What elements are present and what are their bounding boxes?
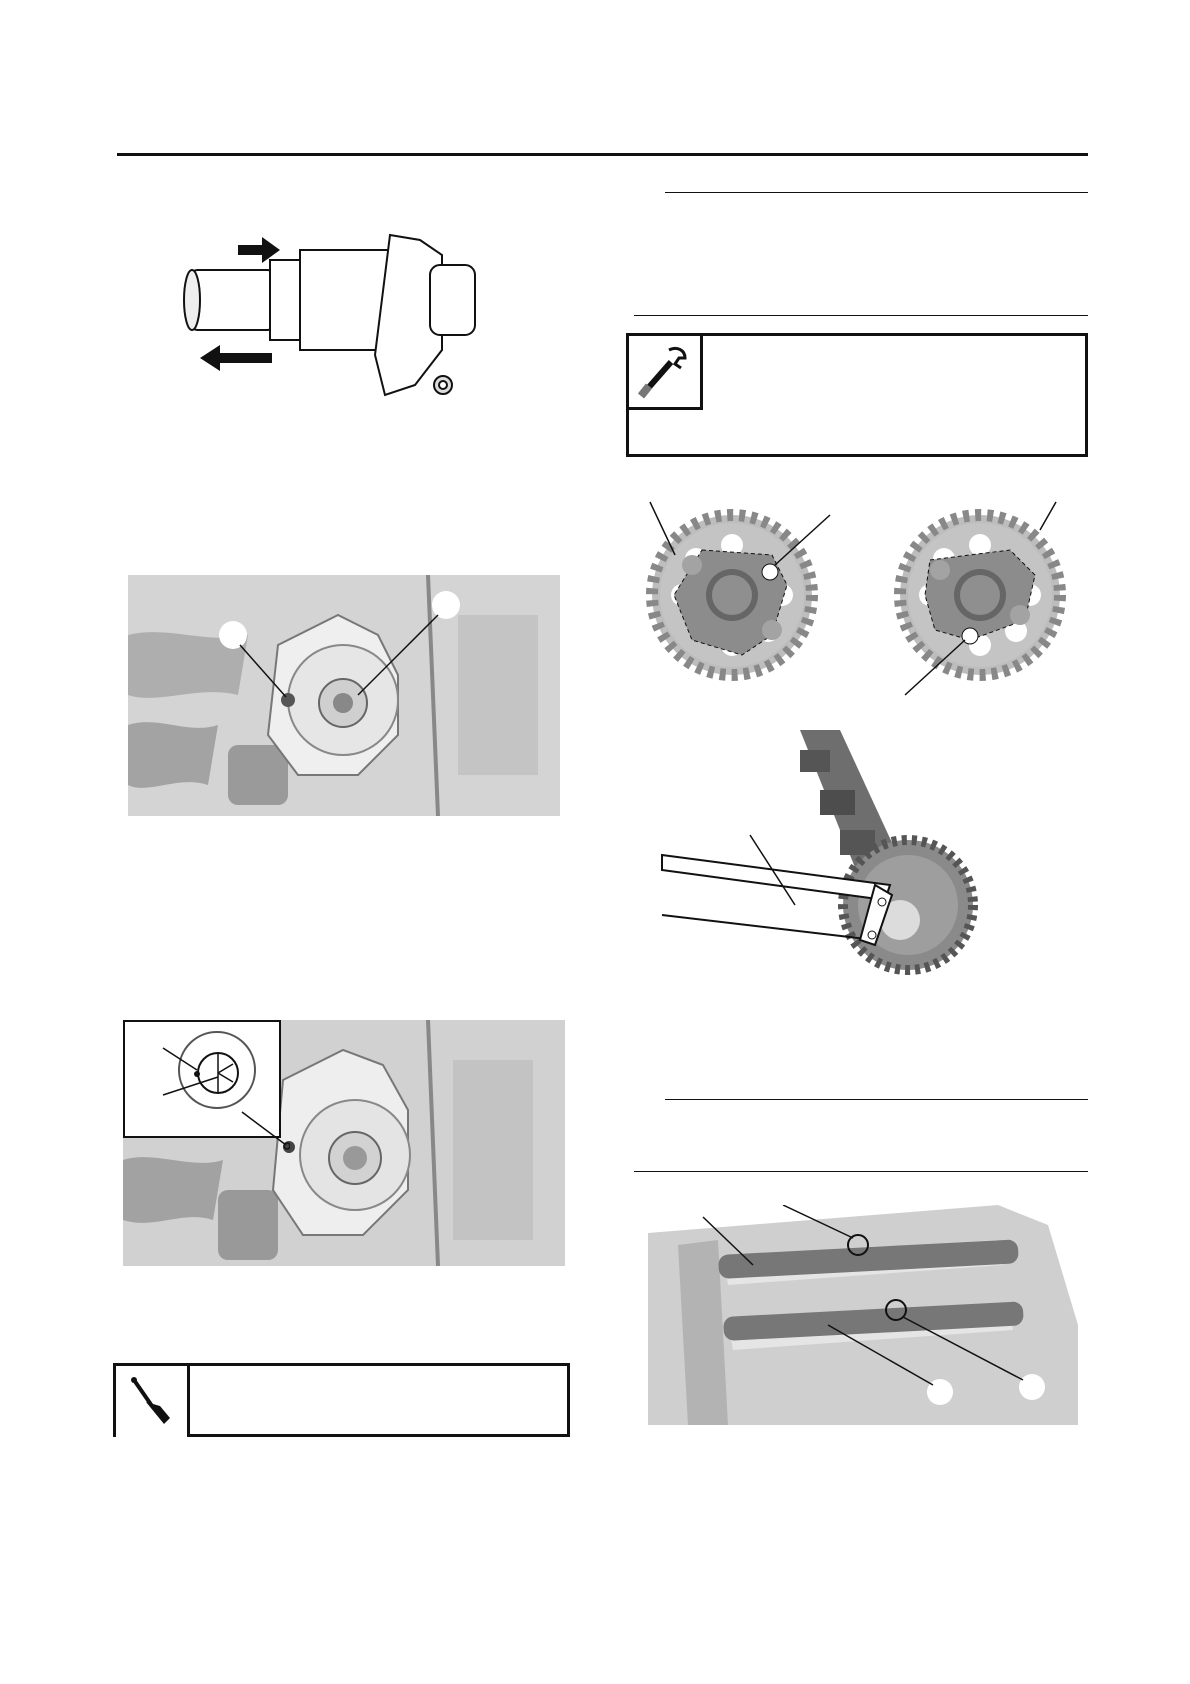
left-sprocket [652, 515, 812, 675]
section-rule-3 [665, 1099, 1088, 1100]
right-sprocket [900, 515, 1060, 675]
torque-wrench-cell [116, 1366, 190, 1437]
callout-circle-1 [219, 621, 247, 649]
gear-cover-photo [128, 575, 560, 816]
camshaft-holder-figure [660, 730, 1000, 980]
left-arrow-icon [200, 345, 272, 371]
cylinder-head-photo [648, 1205, 1078, 1425]
special-tool-cell [629, 336, 703, 410]
tensioner-figure [180, 225, 510, 410]
tool-icon [629, 336, 699, 406]
section-rule-2 [634, 315, 1088, 316]
header-rule [117, 153, 1088, 156]
wrench-icon [116, 1366, 186, 1436]
camshaft-sprockets-figure [640, 500, 1080, 700]
callout-circle-2 [432, 591, 460, 619]
section-rule-4 [634, 1171, 1088, 1172]
torque-spec-box [113, 1363, 570, 1437]
inset-leader [240, 1100, 290, 1150]
special-tool-box [626, 333, 1088, 457]
section-rule-1 [665, 192, 1088, 193]
